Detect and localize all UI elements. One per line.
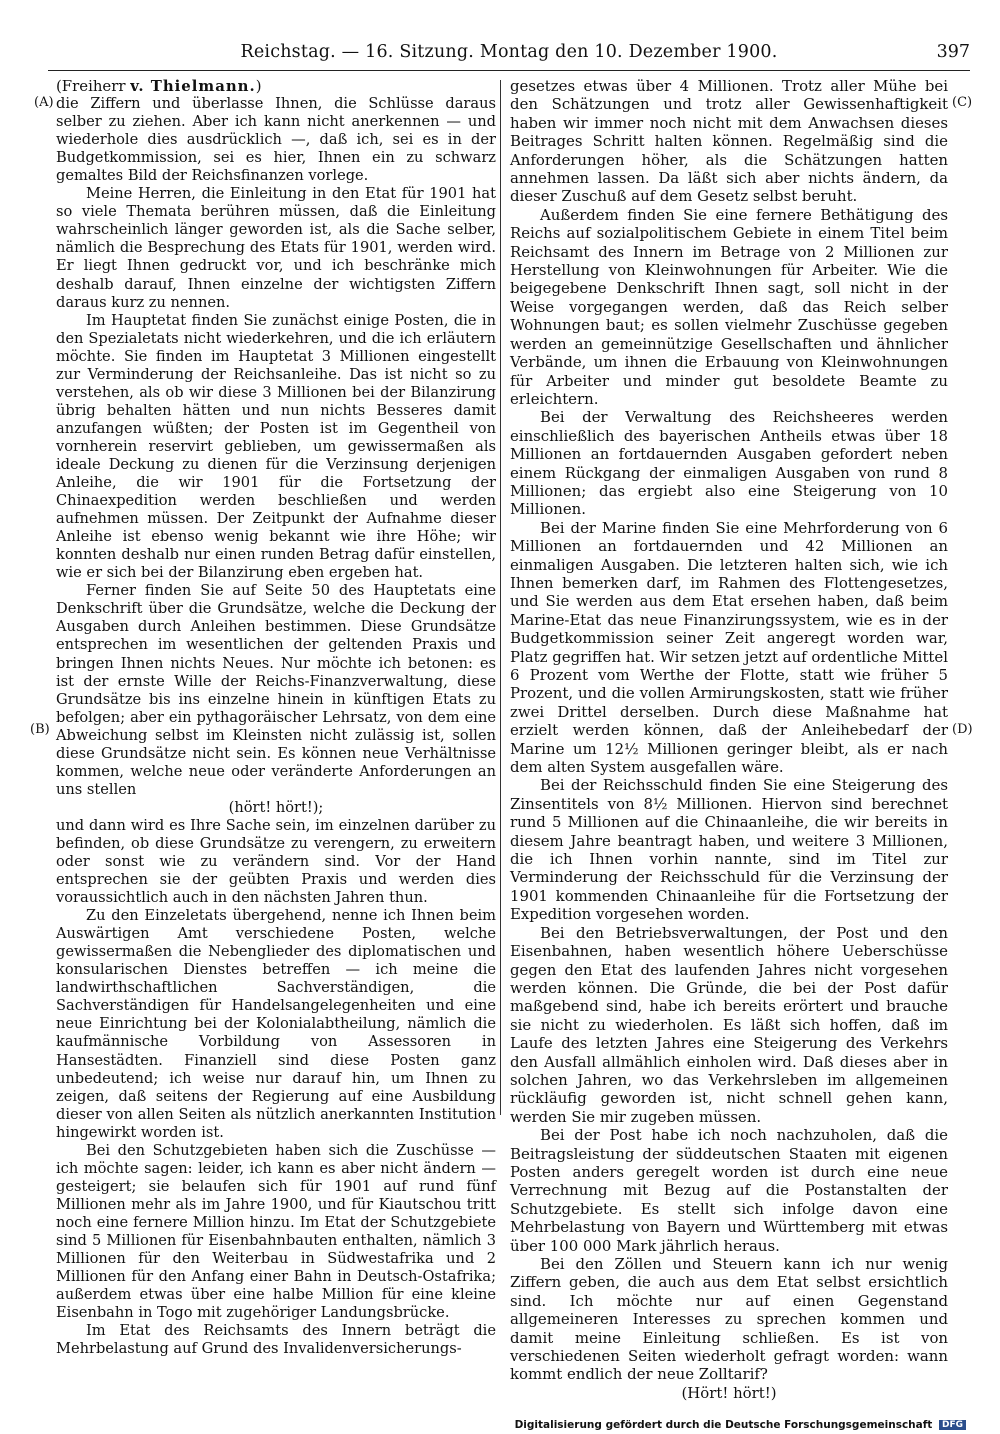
running-title: Reichstag. — 16. Sitzung. Montag den 10. Dezember 1900. <box>240 42 778 62</box>
speaker-prefix: (Freiherr <box>56 77 126 95</box>
paragraph: und dann wird es Ihre Sache sein, im einzelnen darüber zu befinden, ob diese Grundsätze zu verengern, zu erweitern oder sonst wie zu verändern sind. Vor der Hand entsprechen sie der geübten Praxis und werden dies voraussichtlich auch in den nächsten Jahren thun. <box>56 816 496 907</box>
paragraph: gesetzes etwas über 4 Millionen. Trotz aller Mühe bei den Schätzungen und trotz aller Gewissenhaftigkeit haben wir immer noch nicht mit dem Anwachsen dieses Beitrages Schritt halten können. Regelmäßig sind die Anforderungen höher, als die Schätzungen hatten annehmen lassen. Da läßt sich aber nichts ändern, da dieser Zuschuß auf dem Gesetz selbst beruht. <box>510 77 948 206</box>
interjection: (Hört! hört!) <box>681 1383 777 1402</box>
paragraph: Ferner finden Sie auf Seite 50 des Hauptetats eine Denkschrift über die Grundsätze, welche die Deckung der Ausgaben durch Anleihen bestimmen. Diese Grundsätze entsprechen im wesentlichen der geltenden Praxis und bringen Ihnen nichts Neues. Nur möchte ich betonen: es ist der ernste Wille der Reichs-Finanzverwaltung, diese Grundsätze bis ins einzelne hinein in künftigen Etats zu befolgen; aber ein pythagoräischer Lehrsatz, von dem eine Abweichung selbst im Kleinsten nicht zulässig ist, sollen diese Grundsätze nicht sein. Es können neue Verhältnisse kommen, welche neue oder veränderte Anforderungen an uns stellen <box>56 582 496 798</box>
speaker-attribution <box>56 77 496 95</box>
left-column <box>56 77 496 1358</box>
speaker-name: v. Thielmann. <box>130 77 256 95</box>
paragraph: Im Hauptetat finden Sie zunächst einige Posten, die in den Spezialetats nicht wiederkehren, und die ich erläutern möchte. Sie finden im Hauptetat 3 Millionen eingestellt zur Verminderung der Reichsanleihe. Das ist nicht so zu verstehen, als ob wir diese 3 Millionen bei der Bilanzirung übrig behalten hätten und nun nichts Besseres damit anzufangen wüßten; der Posten ist im Gegentheil von vornherein reservirt geblieben, um gewissermaßen als ideale Deckung zu dienen für die Verzinsung derjenigen Anleihe, die wir 1901 für die Fortsetzung der Chinaexpedition werden beschließen und werden aufnehmen müssen. Der Zeitpunkt der Aufnahme dieser Anleihe ist ebenso wenig bekannt wie ihre Höhe; wir konnten deshalb nur einen runden Betrag dafür einstellen, wie er sich bei der Bilanzirung eben ergeben hat. <box>56 311 496 582</box>
interjection: (hört! hört!); <box>228 798 324 816</box>
paragraph: Im Etat des Reichsamts des Innern beträgt die Mehrbelastung auf Grund des Invalidenversicherungs- <box>56 1322 496 1358</box>
margin-mark-a: (A) <box>34 95 54 110</box>
margin-mark-b: (B) <box>30 722 50 737</box>
dfg-logo: DFG <box>939 1420 966 1430</box>
paragraph: Bei der Marine finden Sie eine Mehrforderung von 6 Millionen an fortdauernden und 42 Millionen an einmaligen Ausgaben. Die letzteren halten sich, wie ich Ihnen bemerken darf, im Rahmen des Flottengesetzes, und Sie werden aus dem Etat ersehen haben, daß beim Marine-Etat das neue Finanzirungssystem, wie es in der Budgetkommission seiner Zeit angeregt worden war, Platz gegriffen hat. Wir setzen jetzt auf ordentliche Mittel 6 Prozent vom Werthe der Flotte, statt wie früher 5 Prozent, und die vollen Armirungskosten, statt wie früher zwei Drittel derselben. Durch diese Maßnahme hat erzielt werden können, daß der Anleihebedarf der Marine um 12½ Millionen geringer bleibt, als er nach dem alten System ausgefallen wäre. <box>510 518 948 777</box>
margin-mark-c: (C) <box>952 95 973 110</box>
page-header <box>48 42 970 71</box>
right-column <box>510 77 948 1402</box>
footer-text: Digitalisierung gefördert durch die Deutsche Forschungsgemeinschaft <box>514 1419 933 1431</box>
margin-mark-d: (D) <box>952 722 973 737</box>
footer-credit <box>515 1419 966 1431</box>
paragraph: Bei den Zöllen und Steuern kann ich nur wenig Ziffern geben, die auch aus dem Etat selbst ersichtlich sind. Ich möchte nur auf einen Gegenstand allgemeineren Interesses zu sprechen kommen und damit meine Einleitung schließen. Es ist von verschiedenen Seiten wiederholt gefragt worden: wann kommt endlich der neue Zolltarif? <box>510 1255 948 1384</box>
paragraph: Meine Herren, die Einleitung in den Etat für 1901 hat so viele Themata berühren müssen, daß die Einleitung wahrscheinlich länger geworden ist, als die Sache selber, nämlich die Besprechung des Etats für 1901, werden wird. Er liegt Ihnen gedruckt vor, und ich beschränke mich deshalb darauf, Ihnen einzelne der wichtigsten Ziffern daraus kurz zu nennen. <box>56 185 496 311</box>
paragraph: Bei den Schutzgebieten haben sich die Zuschüsse — ich möchte sagen: leider, ich kann es aber nicht ändern — gesteigert; sie belaufen sich für 1901 auf rund fünf Millionen mehr als im Jahre 1900, und für Kiautschou tritt noch eine fernere Million hinzu. Im Etat der Schutzgebiete sind 5 Millionen für Eisenbahnbauten enthalten, nämlich 3 Millionen für den Weiterbau in Südwestafrika und 2 Millionen für den Anfang einer Bahn in Deutsch-Ostafrika; außerdem etwas über eine halbe Million für eine kleine Eisenbahn in Togo mit zugehöriger Landungsbrücke. <box>56 1141 496 1322</box>
paragraph: Außerdem finden Sie eine fernere Bethätigung des Reichs auf sozialpolitischem Gebiete in einem Titel beim Reichsamt des Innern im Betrage von 2 Millionen zur Herstellung von Kleinwohnungen für Arbeiter. Wie die beigegebene Denkschrift Ihnen sagt, soll nicht in der Weise vorgegangen werden, daß das Reich selber Wohnungen baut; es sollen vielmehr Zuschüsse gegeben werden an gemeinnützige Gesellschaften und ähnlicher Verbände, um ihnen die Erbauung von Kleinwohnungen für Arbeiter und minder gut besoldete Beamte zu erleichtern. <box>510 205 948 408</box>
column-divider <box>500 80 501 1115</box>
page-number: 397 <box>936 42 970 62</box>
paragraph: Zu den Einzeletats übergehend, nenne ich Ihnen beim Auswärtigen Amt verschiedene Posten, welche gewissermaßen die Nebenglieder des diplomatischen und konsularischen Dienstes betreffen — ich meine die landwirthschaftlichen Sachverständigen, die Sachverständigen für Handelsangelegenheiten und eine neue Einrichtung bei der Kolonialabtheilung, nämlich die kaufmännische Vorbildung von Assessoren in Hansestädten. Finanziell sind diese Posten ganz unbedeutend; ich weise nur darauf hin, um Ihnen zu zeigen, daß seitens der Regierung auf eine Ausbildung dieser von allen Seiten als nützlich anerkannten Institution hingewirkt worden ist. <box>56 907 496 1141</box>
paragraph: Bei den Betriebsverwaltungen, der Post und den Eisenbahnen, haben wesentlich höhere Ueberschüsse gegen den Etat des laufenden Jahres nicht vorgesehen werden können. Die Gründe, die bei der Post dafür maßgebend sind, habe ich bereits erörtert und brauche sie nicht zu wiederholen. Es läßt sich hoffen, daß im Laufe des letzten Jahres eine Steigerung des Verkehrs den Ausfall allmählich einholen wird. Daß dieses aber in solchen Jahren, wo das Verkehrsleben im allgemeinen rückläufig geworden ist, nicht schnell gehen kann, werden Sie mir zugeben müssen. <box>510 923 948 1126</box>
paragraph: Bei der Reichsschuld finden Sie eine Steigerung des Zinsentitels von 8½ Millionen. Hiervon sind berechnet rund 5 Millionen auf die Chinaanleihe, die wir bereits in diesem Jahre beantragt haben, und weitere 3 Millionen, die ich Ihnen vorhin nannte, sind im Titel zur Verminderung der Reichsschuld für die Verzinsung der 1901 kommenden Chinaanleihe für die Fortsetzung der Expedition vorgesehen worden. <box>510 776 948 924</box>
speaker-suffix: ) <box>255 77 262 95</box>
paragraph: Bei der Post habe ich noch nachzuholen, daß die Beitragsleistung der süddeutschen Staaten mit eigenen Posten anders geregelt worden ist durch eine neue Verrechnung mit Bezug auf die Postanstalten der Schutzgebiete. Es stellt sich infolge davon eine Mehrbelastung von Bayern und Württemberg mit etwas über 100 000 Mark jährlich heraus. <box>510 1126 948 1255</box>
paragraph: Bei der Verwaltung des Reichsheeres werden einschließlich des bayerischen Antheils etwas über 18 Millionen an fortdauernden Ausgaben gefordert neben einem Rückgang der einmaligen Ausgaben von rund 8 Millionen; das ergiebt also eine Steigerung von 10 Millionen. <box>510 408 948 519</box>
paragraph: die Ziffern und überlasse Ihnen, die Schlüsse daraus selber zu ziehen. Aber ich kann nicht anerkennen — und wiederhole dies ausdrücklich —, daß ich, sei es in der Budgetkommission, sei es hier, Ihnen ein zu schwarz gemaltes Bild der Reichsfinanzen vorlege. <box>56 95 496 185</box>
